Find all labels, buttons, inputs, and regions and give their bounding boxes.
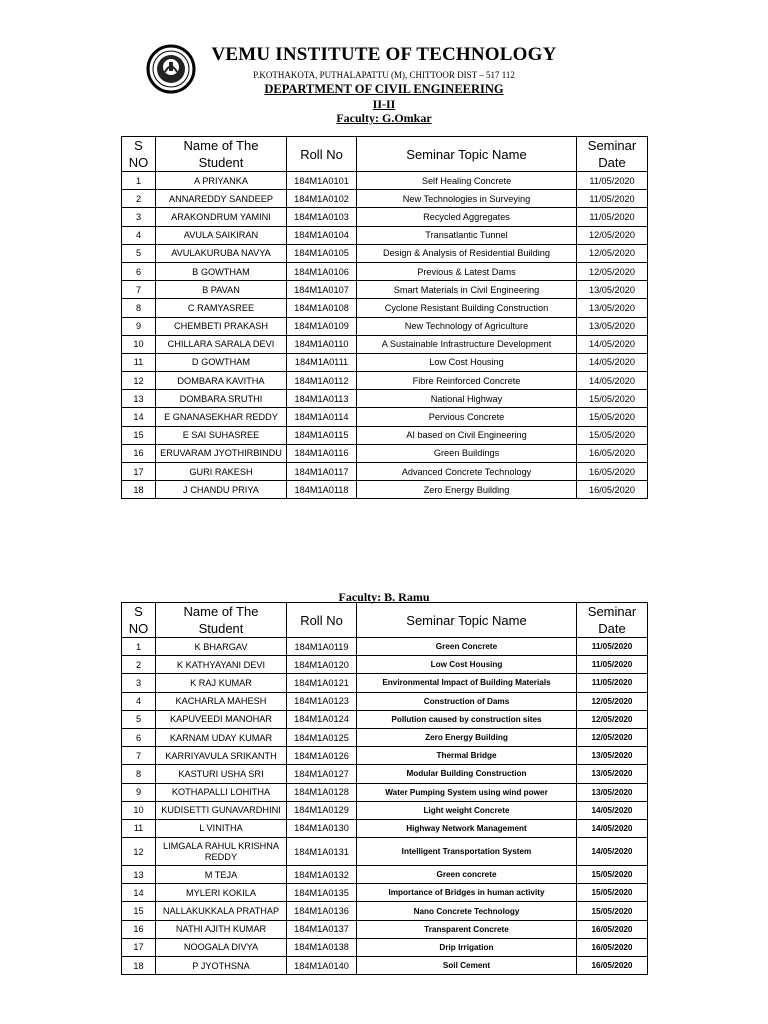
cell-sno: 12 (122, 838, 156, 866)
cell-date: 11/05/2020 (577, 656, 648, 674)
cell-roll-no: 184M1A0119 (287, 638, 357, 656)
institute-name: VEMU INSTITUTE OF TECHNOLOGY (211, 44, 557, 65)
cell-roll-no: 184M1A0128 (287, 783, 357, 801)
cell-topic: Intelligent Transportation System (357, 838, 577, 866)
cell-sno: 15 (122, 426, 156, 444)
cell-topic: Smart Materials in Civil Engineering (357, 281, 577, 299)
cell-roll-no: 184M1A0112 (287, 372, 357, 390)
cell-roll-no: 184M1A0120 (287, 656, 357, 674)
cell-sno: 15 (122, 902, 156, 920)
table-row (122, 208, 648, 226)
cell-student-name: AVULAKURUBA NAVYA (156, 244, 287, 262)
cell-roll-no: 184M1A0108 (287, 299, 357, 317)
cell-topic: Zero Energy Building (357, 481, 577, 499)
cell-student-name: KARNAM UDAY KUMAR (156, 728, 287, 746)
cell-student-name: KAPUVEEDI MANOHAR (156, 710, 287, 728)
table-header-row (122, 603, 648, 638)
cell-sno: 7 (122, 747, 156, 765)
cell-date: 11/05/2020 (577, 172, 648, 190)
table-row (122, 728, 648, 746)
cell-sno: 13 (122, 866, 156, 884)
cell-sno: 9 (122, 317, 156, 335)
cell-topic: Environmental Impact of Building Materials (357, 674, 577, 692)
cell-roll-no: 184M1A0106 (287, 262, 357, 280)
cell-topic: Importance of Bridges in human activity (357, 884, 577, 902)
table-row (122, 281, 648, 299)
cell-topic: Low Cost Housing (357, 353, 577, 371)
cell-sno: 18 (122, 481, 156, 499)
cell-topic: New Technology of Agriculture (357, 317, 577, 335)
table-row (122, 390, 648, 408)
cell-student-name: KACHARLA MAHESH (156, 692, 287, 710)
cell-sno: 5 (122, 710, 156, 728)
cell-topic: Zero Energy Building (357, 728, 577, 746)
cell-date: 14/05/2020 (577, 838, 648, 866)
table-row (122, 920, 648, 938)
cell-student-name: KUDISETTI GUNAVARDHINI (156, 801, 287, 819)
col-header-topic: Seminar Topic Name (357, 603, 577, 638)
cell-date: 11/05/2020 (577, 208, 648, 226)
cell-topic: Recycled Aggregates (357, 208, 577, 226)
table-row (122, 638, 648, 656)
cell-date: 13/05/2020 (577, 299, 648, 317)
cell-topic: A Sustainable Infrastructure Development (357, 335, 577, 353)
cell-roll-no: 184M1A0135 (287, 884, 357, 902)
cell-roll-no: 184M1A0117 (287, 463, 357, 481)
cell-roll-no: 184M1A0109 (287, 317, 357, 335)
table-row (122, 317, 648, 335)
cell-date: 16/05/2020 (577, 938, 648, 956)
cell-student-name: K KATHYAYANI DEVI (156, 656, 287, 674)
cell-sno: 5 (122, 244, 156, 262)
cell-sno: 12 (122, 372, 156, 390)
cell-student-name: B GOWTHAM (156, 262, 287, 280)
cell-date: 15/05/2020 (577, 408, 648, 426)
cell-topic: Low Cost Housing (357, 656, 577, 674)
cell-roll-no: 184M1A0138 (287, 938, 357, 956)
table-row (122, 335, 648, 353)
cell-student-name: DOMBARA SRUTHI (156, 390, 287, 408)
cell-sno: 4 (122, 692, 156, 710)
cell-student-name: LIMGALA RAHUL KRISHNA REDDY (156, 838, 287, 866)
cell-sno: 6 (122, 262, 156, 280)
cell-roll-no: 184M1A0110 (287, 335, 357, 353)
cell-date: 14/05/2020 (577, 801, 648, 819)
cell-topic: Previous & Latest Dams (357, 262, 577, 280)
cell-student-name: GURI RAKESH (156, 463, 287, 481)
cell-date: 12/05/2020 (577, 226, 648, 244)
cell-date: 14/05/2020 (577, 353, 648, 371)
cell-roll-no: 184M1A0129 (287, 801, 357, 819)
col-header-roll: Roll No (287, 137, 357, 172)
cell-sno: 16 (122, 920, 156, 938)
cell-roll-no: 184M1A0126 (287, 747, 357, 765)
table-row (122, 710, 648, 728)
cell-topic: National Highway (357, 390, 577, 408)
cell-date: 16/05/2020 (577, 444, 648, 462)
cell-student-name: NOOGALA DIVYA (156, 938, 287, 956)
cell-student-name: KARRIYAVULA SRIKANTH (156, 747, 287, 765)
cell-date: 15/05/2020 (577, 884, 648, 902)
cell-date: 16/05/2020 (577, 463, 648, 481)
cell-date: 13/05/2020 (577, 747, 648, 765)
cell-sno: 13 (122, 390, 156, 408)
table-row (122, 819, 648, 837)
cell-roll-no: 184M1A0125 (287, 728, 357, 746)
cell-date: 11/05/2020 (577, 190, 648, 208)
cell-student-name: M TEJA (156, 866, 287, 884)
cell-date: 12/05/2020 (577, 244, 648, 262)
col-header-topic: Seminar Topic Name (357, 137, 577, 172)
semester-label: II-II (372, 97, 396, 111)
cell-date: 12/05/2020 (577, 728, 648, 746)
table-row (122, 783, 648, 801)
cell-date: 14/05/2020 (577, 335, 648, 353)
cell-student-name: KOTHAPALLI LOHITHA (156, 783, 287, 801)
cell-date: 15/05/2020 (577, 866, 648, 884)
cell-roll-no: 184M1A0123 (287, 692, 357, 710)
cell-sno: 3 (122, 674, 156, 692)
table-row (122, 481, 648, 499)
seminar-table-1 (121, 136, 648, 499)
cell-student-name: B PAVAN (156, 281, 287, 299)
cell-topic: Design & Analysis of Residential Building (357, 244, 577, 262)
cell-topic: Modular Building Construction (357, 765, 577, 783)
cell-student-name: ANNAREDDY SANDEEP (156, 190, 287, 208)
cell-sno: 16 (122, 444, 156, 462)
cell-roll-no: 184M1A0114 (287, 408, 357, 426)
cell-student-name: E GNANASEKHAR REDDY (156, 408, 287, 426)
cell-sno: 14 (122, 884, 156, 902)
institute-address: P.KOTHAKOTA, PUTHALAPATTU (M), CHITTOOR DIST – 517 112 (253, 70, 515, 80)
col-header-sno: S NO (122, 137, 156, 172)
cell-topic: Highway Network Management (357, 819, 577, 837)
cell-date: 16/05/2020 (577, 481, 648, 499)
cell-roll-no: 184M1A0115 (287, 426, 357, 444)
cell-date: 12/05/2020 (577, 692, 648, 710)
cell-sno: 14 (122, 408, 156, 426)
cell-date: 16/05/2020 (577, 920, 648, 938)
cell-sno: 9 (122, 783, 156, 801)
cell-topic: Fibre Reinforced Concrete (357, 372, 577, 390)
table-row (122, 801, 648, 819)
cell-roll-no: 184M1A0113 (287, 390, 357, 408)
col-header-date: Seminar Date (577, 137, 648, 172)
table-row (122, 262, 648, 280)
department-name: DEPARTMENT OF CIVIL ENGINEERING (264, 82, 504, 96)
cell-roll-no: 184M1A0107 (287, 281, 357, 299)
cell-date: 13/05/2020 (577, 783, 648, 801)
cell-sno: 2 (122, 190, 156, 208)
cell-sno: 3 (122, 208, 156, 226)
table-row (122, 244, 648, 262)
cell-date: 14/05/2020 (577, 372, 648, 390)
col-header-roll: Roll No (287, 603, 357, 638)
cell-roll-no: 184M1A0136 (287, 902, 357, 920)
cell-date: 13/05/2020 (577, 317, 648, 335)
cell-sno: 10 (122, 801, 156, 819)
cell-roll-no: 184M1A0104 (287, 226, 357, 244)
cell-roll-no: 184M1A0132 (287, 866, 357, 884)
cell-roll-no: 184M1A0101 (287, 172, 357, 190)
cell-date: 14/05/2020 (577, 819, 648, 837)
cell-topic: Nano Concrete Technology (357, 902, 577, 920)
cell-topic: AI based on Civil Engineering (357, 426, 577, 444)
cell-sno: 1 (122, 172, 156, 190)
cell-date: 15/05/2020 (577, 902, 648, 920)
cell-student-name: KASTURI USHA SRI (156, 765, 287, 783)
col-header-sno: S NO (122, 603, 156, 638)
cell-topic: New Technologies in Surveying (357, 190, 577, 208)
cell-roll-no: 184M1A0130 (287, 819, 357, 837)
cell-topic: Advanced Concrete Technology (357, 463, 577, 481)
cell-student-name: L VINITHA (156, 819, 287, 837)
table-row (122, 765, 648, 783)
cell-student-name: CHEMBETI PRAKASH (156, 317, 287, 335)
cell-roll-no: 184M1A0124 (287, 710, 357, 728)
cell-roll-no: 184M1A0127 (287, 765, 357, 783)
cell-sno: 10 (122, 335, 156, 353)
col-header-name: Name of The Student (156, 603, 287, 638)
cell-sno: 17 (122, 938, 156, 956)
cell-date: 15/05/2020 (577, 390, 648, 408)
cell-student-name: MYLERI KOKILA (156, 884, 287, 902)
cell-topic: Drip Irrigation (357, 938, 577, 956)
cell-sno: 11 (122, 819, 156, 837)
cell-student-name: K RAJ KUMAR (156, 674, 287, 692)
cell-roll-no: 184M1A0140 (287, 957, 357, 975)
seminar-table-2 (121, 602, 648, 975)
table-row (122, 692, 648, 710)
faculty-heading-2: Faculty: B. Ramu (338, 590, 430, 604)
cell-roll-no: 184M1A0118 (287, 481, 357, 499)
cell-date: 11/05/2020 (577, 638, 648, 656)
table-row (122, 190, 648, 208)
table-row (122, 226, 648, 244)
cell-student-name: ARAKONDRUM YAMINI (156, 208, 287, 226)
cell-topic: Green Buildings (357, 444, 577, 462)
cell-topic: Thermal Bridge (357, 747, 577, 765)
table-row (122, 172, 648, 190)
table-row (122, 674, 648, 692)
table-row (122, 463, 648, 481)
cell-student-name: E SAI SUHASREE (156, 426, 287, 444)
cell-topic: Transatlantic Tunnel (357, 226, 577, 244)
cell-sno: 4 (122, 226, 156, 244)
table-row (122, 372, 648, 390)
cell-topic: Self Healing Concrete (357, 172, 577, 190)
col-header-name: Name of The Student (156, 137, 287, 172)
cell-date: 16/05/2020 (577, 957, 648, 975)
table-header-row (122, 137, 648, 172)
cell-sno: 18 (122, 957, 156, 975)
cell-date: 12/05/2020 (577, 710, 648, 728)
cell-sno: 2 (122, 656, 156, 674)
cell-student-name: J CHANDU PRIYA (156, 481, 287, 499)
cell-topic: Green concrete (357, 866, 577, 884)
cell-roll-no: 184M1A0121 (287, 674, 357, 692)
cell-roll-no: 184M1A0102 (287, 190, 357, 208)
table-row (122, 902, 648, 920)
cell-date: 11/05/2020 (577, 674, 648, 692)
table-row (122, 957, 648, 975)
cell-topic: Green Concrete (357, 638, 577, 656)
col-header-date: Seminar Date (577, 603, 648, 638)
cell-student-name: K BHARGAV (156, 638, 287, 656)
cell-topic: Pollution caused by construction sites (357, 710, 577, 728)
cell-sno: 11 (122, 353, 156, 371)
cell-roll-no: 184M1A0137 (287, 920, 357, 938)
table-row (122, 866, 648, 884)
cell-sno: 6 (122, 728, 156, 746)
table-row (122, 426, 648, 444)
table-row (122, 938, 648, 956)
table-row (122, 838, 648, 866)
table-row (122, 299, 648, 317)
cell-student-name: DOMBARA KAVITHA (156, 372, 287, 390)
cell-roll-no: 184M1A0105 (287, 244, 357, 262)
table-row (122, 747, 648, 765)
table-row (122, 408, 648, 426)
cell-sno: 7 (122, 281, 156, 299)
cell-sno: 1 (122, 638, 156, 656)
cell-student-name: D GOWTHAM (156, 353, 287, 371)
cell-student-name: AVULA SAIKIRAN (156, 226, 287, 244)
cell-date: 15/05/2020 (577, 426, 648, 444)
table-row (122, 884, 648, 902)
cell-topic: Cyclone Resistant Building Construction (357, 299, 577, 317)
cell-student-name: NALLAKUKKALA PRATHAP (156, 902, 287, 920)
cell-student-name: CHILLARA SARALA DEVI (156, 335, 287, 353)
cell-student-name: A PRIYANKA (156, 172, 287, 190)
cell-date: 13/05/2020 (577, 765, 648, 783)
faculty-heading-1: Faculty: G.Omkar (336, 111, 432, 125)
cell-student-name: C RAMYASREE (156, 299, 287, 317)
cell-roll-no: 184M1A0111 (287, 353, 357, 371)
cell-topic: Light weight Concrete (357, 801, 577, 819)
table-row (122, 444, 648, 462)
cell-student-name: P JYOTHSNA (156, 957, 287, 975)
cell-roll-no: 184M1A0131 (287, 838, 357, 866)
cell-topic: Construction of Dams (357, 692, 577, 710)
cell-topic: Soil Cement (357, 957, 577, 975)
cell-roll-no: 184M1A0103 (287, 208, 357, 226)
cell-student-name: ERUVARAM JYOTHIRBINDU (156, 444, 287, 462)
cell-sno: 8 (122, 765, 156, 783)
cell-topic: Water Pumping System using wind power (357, 783, 577, 801)
table-row (122, 353, 648, 371)
cell-sno: 17 (122, 463, 156, 481)
table-row (122, 656, 648, 674)
cell-roll-no: 184M1A0116 (287, 444, 357, 462)
cell-sno: 8 (122, 299, 156, 317)
cell-date: 12/05/2020 (577, 262, 648, 280)
cell-student-name: NATHI AJITH KUMAR (156, 920, 287, 938)
cell-topic: Transparent Concrete (357, 920, 577, 938)
cell-topic: Pervious Concrete (357, 408, 577, 426)
cell-date: 13/05/2020 (577, 281, 648, 299)
